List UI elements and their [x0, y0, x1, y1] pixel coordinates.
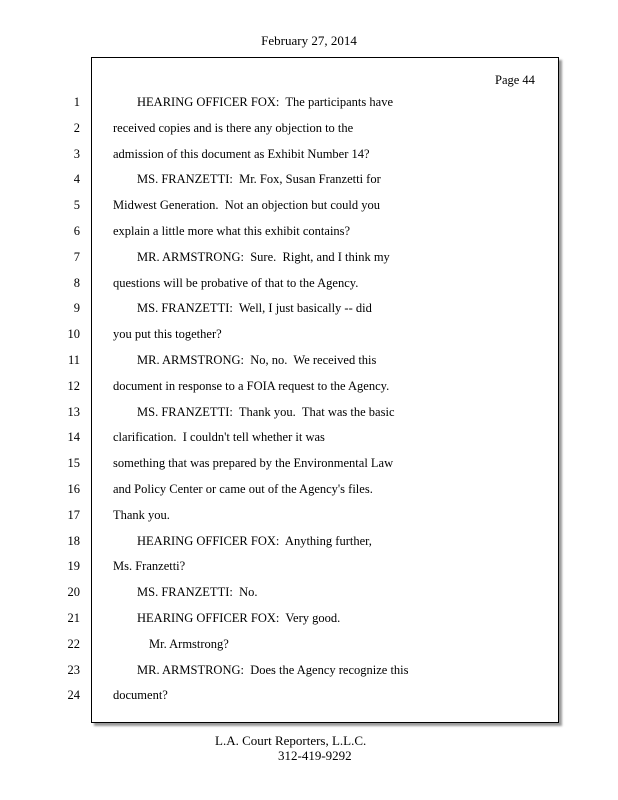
transcript-line: MR. ARMSTRONG: No, no. We received this [137, 353, 377, 367]
line-number: 15 [67, 456, 80, 471]
line-number: 24 [67, 688, 80, 703]
line-number: 13 [67, 404, 80, 419]
line-number: 8 [73, 275, 80, 290]
line-number: 18 [67, 533, 80, 548]
transcript-line: MS. FRANZETTI: Mr. Fox, Susan Franzetti for [137, 172, 381, 187]
transcript-line: Midwest Generation. Not an objection but could you [113, 198, 380, 213]
transcript-line: explain a little more what this exhibit contains? [113, 224, 351, 238]
line-number: 1 [73, 95, 80, 109]
line-number: 17 [67, 507, 80, 522]
transcript-line: admission of this document as Exhibit Number 14? [113, 146, 370, 161]
footer-company: L.A. Court Reporters, L.L.C. [215, 733, 367, 748]
transcript-line: questions will be probative of that to the Agency. [113, 275, 359, 290]
line-number: 19 [67, 559, 80, 574]
line-number: 22 [67, 636, 80, 651]
transcript-line: received copies and is there any objection to the [113, 120, 354, 135]
line-number: 20 [67, 585, 80, 600]
transcript-line: MS. FRANZETTI: Well, I just basically -- did [137, 301, 372, 316]
line-number: 23 [67, 662, 80, 677]
line-number: 16 [67, 482, 80, 496]
line-number: 2 [73, 120, 80, 135]
line-number: 21 [67, 611, 80, 625]
transcript-line: HEARING OFFICER FOX: Anything further, [137, 533, 372, 548]
transcript-line: document in response to a FOIA request to the Agency. [113, 378, 390, 393]
transcript-line: MR. ARMSTRONG: Does the Agency recognize this [137, 662, 409, 677]
transcript-line: MS. FRANZETTI: No. [137, 585, 258, 600]
line-number: 7 [73, 249, 80, 264]
transcript-line: document? [113, 688, 168, 703]
transcript-line: you put this together? [113, 327, 222, 342]
line-number: 11 [67, 353, 80, 367]
transcript-line: MR. ARMSTRONG: Sure. Right, and I think my [137, 249, 390, 264]
line-number: 14 [67, 430, 80, 445]
header-date: February 27, 2014 [261, 33, 357, 48]
page-number: Page 44 [495, 73, 535, 87]
line-number: 5 [73, 198, 80, 213]
transcript-line: Ms. Franzetti? [113, 559, 186, 574]
transcript-line: HEARING OFFICER FOX: Very good. [137, 611, 341, 625]
line-number: 6 [73, 224, 80, 238]
line-number: 4 [73, 172, 80, 187]
transcript-line: clarification. I couldn't tell whether it was [113, 430, 325, 445]
transcript-line: MS. FRANZETTI: Thank you. That was the basic [137, 404, 395, 419]
transcript-line: HEARING OFFICER FOX: The participants have [137, 95, 393, 109]
line-number: 12 [67, 378, 80, 393]
transcript-line: Mr. Armstrong? [149, 636, 229, 651]
line-number: 10 [67, 327, 80, 342]
line-number: 3 [73, 146, 80, 161]
line-number: 9 [73, 301, 80, 316]
transcript-line: something that was prepared by the Environmental Law [113, 456, 394, 471]
transcript-line: Thank you. [113, 507, 170, 522]
footer-phone: 312-419-9292 [278, 748, 352, 763]
transcript-line: and Policy Center or came out of the Agency's files. [113, 482, 373, 496]
